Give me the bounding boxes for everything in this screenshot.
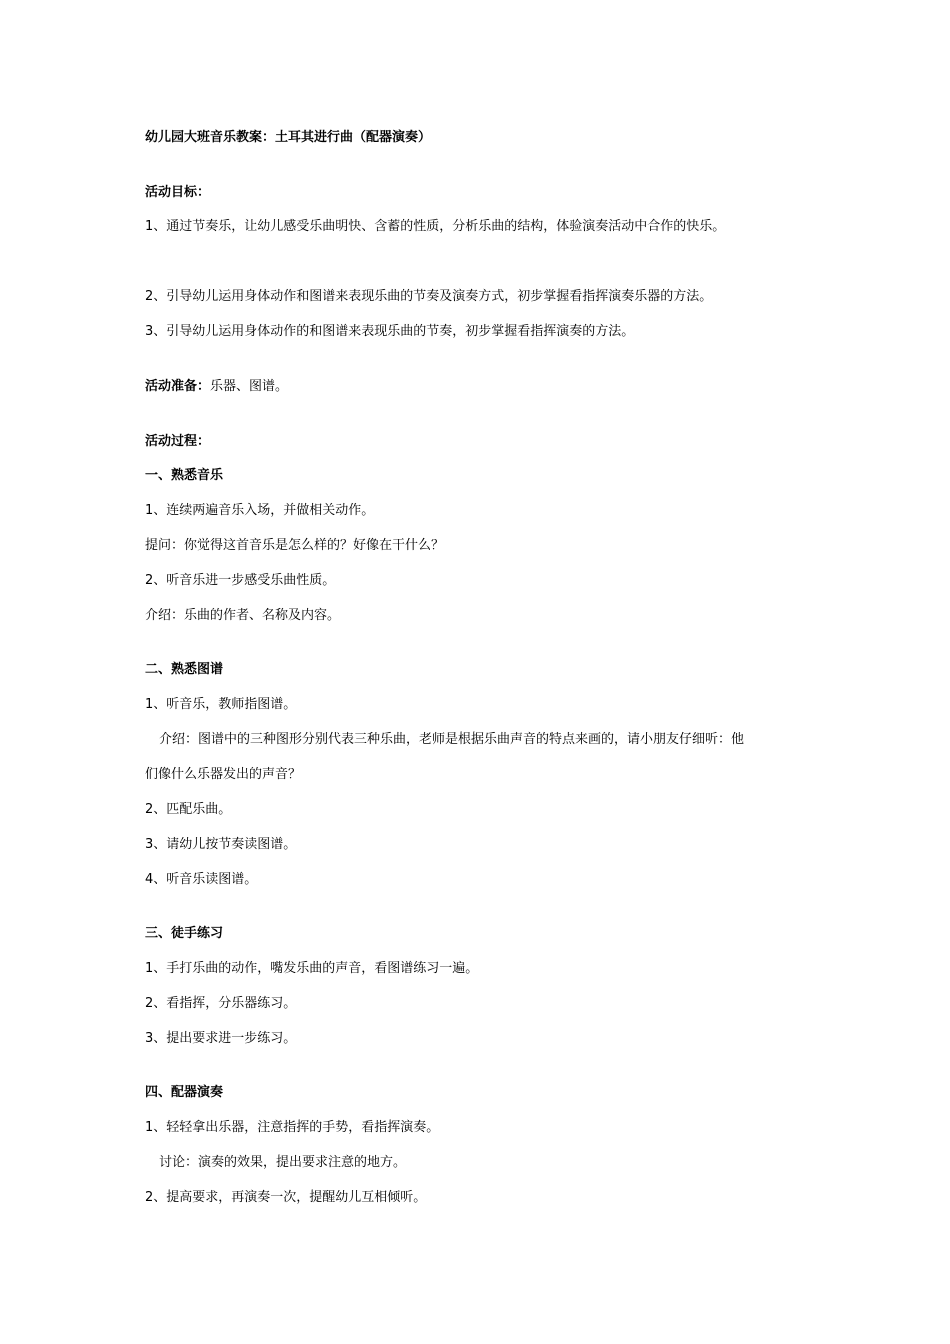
section-2-heading: 二、熟悉图谱 <box>145 662 224 677</box>
section-1-note-2: 介绍：乐曲的作者、名称及内容。 <box>145 608 341 623</box>
section-4-item-1: 1、轻轻拿出乐器，注意指挥的手势，看指挥演奏。 <box>145 1120 440 1135</box>
goal-item-2: 2、引导幼儿运用身体动作和图谱来表现乐曲的节奏及演奏方式，初步掌握看指挥演奏乐器的方法。 <box>145 289 713 304</box>
goals-heading: 活动目标： <box>145 185 211 200</box>
section-1-item-1: 1、连续两遍音乐入场，并做相关动作。 <box>145 503 375 518</box>
section-2-item-3: 3、请幼儿按节奏读图谱。 <box>145 837 297 852</box>
section-1-note-1: 提问：你觉得这首音乐是怎么样的？好像在干什么？ <box>145 538 445 553</box>
section-1-heading: 一、熟悉音乐 <box>145 468 224 483</box>
section-4-heading: 四、配器演奏 <box>145 1085 224 1100</box>
section-4-note-1: 讨论：演奏的效果，提出要求注意的地方。 <box>159 1155 407 1170</box>
section-2-note-1b: 们像什么乐器发出的声音？ <box>145 767 302 782</box>
document-title: 幼儿园大班音乐教案：土耳其进行曲（配器演奏） <box>145 130 432 145</box>
prep-label: 活动准备： <box>145 379 211 394</box>
section-2-item-4: 4、听音乐读图谱。 <box>145 872 258 887</box>
section-1-item-2: 2、听音乐进一步感受乐曲性质。 <box>145 573 336 588</box>
goal-item-3: 3、引导幼儿运用身体动作的和图谱来表现乐曲的节奏，初步掌握看指挥演奏的方法。 <box>145 324 635 339</box>
section-3-item-1: 1、手打乐曲的动作，嘴发乐曲的声音，看图谱练习一遍。 <box>145 961 479 976</box>
prep-paragraph <box>145 378 825 396</box>
prep-text: 乐器、图谱。 <box>210 379 289 394</box>
section-2-item-1: 1、听音乐，教师指图谱。 <box>145 697 297 712</box>
section-4-item-2: 2、提高要求，再演奏一次，提醒幼儿互相倾听。 <box>145 1190 427 1205</box>
section-3-item-2: 2、看指挥，分乐器练习。 <box>145 996 297 1011</box>
section-3-heading: 三、徒手练习 <box>145 926 224 941</box>
process-heading: 活动过程： <box>145 434 211 449</box>
section-2-item-2: 2、匹配乐曲。 <box>145 802 232 817</box>
section-2-note-1a: 介绍：图谱中的三种图形分别代表三种乐曲，老师是根据乐曲声音的特点来画的，请小朋友仔细听：他 <box>159 732 745 747</box>
section-3-item-3: 3、提出要求进一步练习。 <box>145 1031 297 1046</box>
goal-item-1: 1、通过节奏乐，让幼儿感受乐曲明快、含蓄的性质，分析乐曲的结构，体验演奏活动中合作的快乐。 <box>145 219 726 234</box>
